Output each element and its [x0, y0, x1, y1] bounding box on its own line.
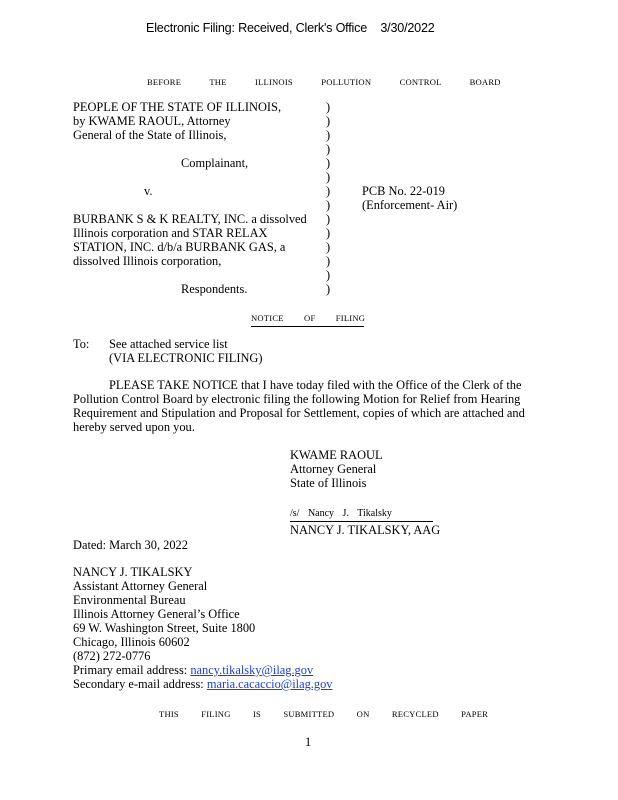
signature-line: Attorney General [290, 462, 377, 476]
to-method: (VIA ELECTRONIC FILING) [109, 351, 263, 365]
contact-line: Chicago, Illinois 60602 [73, 635, 190, 649]
secondary-email-label: Secondary e-mail address: [73, 677, 204, 691]
respondent-block [73, 212, 307, 268]
case-type: (Enforcement- Air) [362, 198, 458, 212]
contact-line: Illinois Attorney General’s Office [73, 607, 240, 621]
respondent-role: Respondents. [181, 282, 248, 296]
body-line: Requirement and Stipulation and Proposal for Settlement, copies of which are attached and [73, 406, 525, 420]
primary-email-link[interactable]: nancy.tikalsky@ilag.gov [190, 663, 314, 677]
contact-line: Assistant Attorney General [73, 579, 208, 593]
dated-line: Dated: March 30, 2022 [73, 538, 188, 552]
e-signature: /s/ Nancy J. Tikalsky [290, 507, 433, 522]
respondent-line: STATION, INC. d/b/a BURBANK GAS, a [73, 240, 286, 254]
signature-line: KWAME RAOUL [290, 448, 383, 462]
signer-name: NANCY J. TIKALSKY, AAG [290, 523, 441, 537]
complainant-line: by KWAME RAOUL, Attorney [73, 114, 231, 128]
court-title: BEFORE THE ILLINOIS POLLUTION CONTROL BOARD [147, 77, 501, 87]
filing-stamp-date: 3/30/2022 [380, 21, 435, 35]
complainant-role: Complainant, [181, 156, 249, 170]
page-number: 1 [305, 735, 312, 749]
respondent-line: BURBANK S & K REALTY, INC. a dissolved [73, 212, 307, 226]
notice-title: NOTICE OF FILING [251, 311, 364, 327]
primary-email-row [73, 663, 332, 677]
complainant-line: PEOPLE OF THE STATE OF ILLINOIS, [73, 100, 282, 114]
complainant-line: General of the State of Illinois, [73, 128, 227, 142]
respondent-line: Illinois corporation and STAR RELAX [73, 226, 268, 240]
filing-stamp [146, 21, 435, 35]
contact-line: NANCY J. TIKALSKY [73, 565, 193, 579]
body-line: Pollution Control Board by electronic filing the following Motion for Relief from Hearing [73, 392, 521, 406]
contact-block [73, 565, 332, 691]
caption-divider: ) ) ) ) ) ) ) ) ) ) ) ) ) ) [326, 100, 331, 296]
filing-stamp-label: Electronic Filing: Received, Clerk's Office [146, 21, 368, 35]
respondent-line: dissolved Illinois corporation, [73, 254, 222, 268]
to-label: To: [73, 337, 90, 351]
to-recipient: See attached service list [109, 337, 228, 351]
recycled-paper-note: THIS FILING IS SUBMITTED ON RECYCLED PAPER [159, 709, 489, 719]
contact-line: 69 W. Washington Street, Suite 1800 [73, 621, 256, 635]
body-line: hereby served upon you. [73, 420, 195, 434]
contact-line: Environmental Bureau [73, 593, 186, 607]
primary-email-label: Primary email address: [73, 663, 188, 677]
case-number: PCB No. 22-019 [362, 184, 445, 198]
signature-line: State of Illinois [290, 476, 367, 490]
secondary-email-link[interactable]: maria.cacaccio@ilag.gov [206, 677, 333, 691]
signature-block [290, 448, 383, 490]
contact-line: (872) 272-0776 [73, 649, 151, 663]
secondary-email-row [73, 677, 332, 691]
versus-label: v. [144, 184, 153, 198]
body-line: PLEASE TAKE NOTICE that I have today filed with the Office of the Clerk of the [109, 378, 522, 392]
complainant-block [73, 100, 281, 142]
